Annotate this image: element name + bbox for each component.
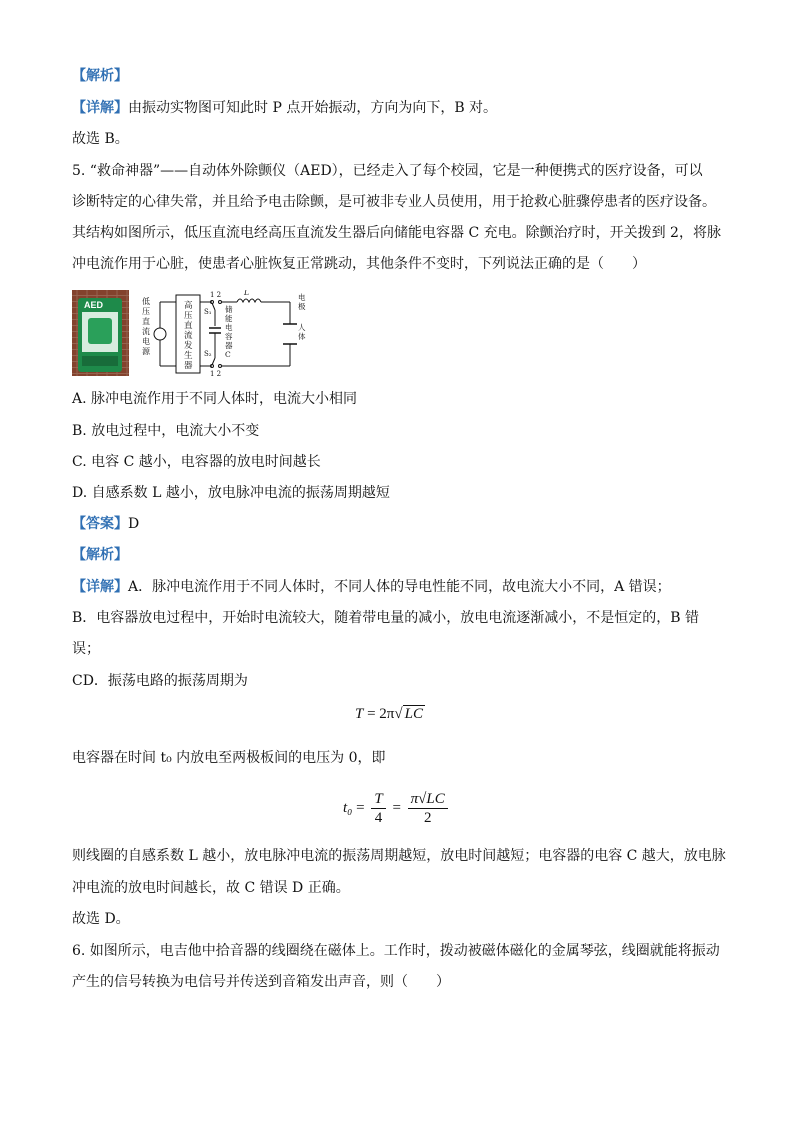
terminals-bottom: 1 2 [210,370,222,378]
formula-t0: t₀ = $\frac{T}{4}$ = $\frac{\pi√LC}{2}$ [343,790,451,827]
q5-detail-cd: CD．振荡电路的振荡周期为 [72,673,248,689]
analysis-heading: 【解析】 [72,68,128,84]
q5-detail-t0: 电容器在时间 t₀ 内放电至两极板间的电压为 0，即 [72,750,386,766]
electrode-label: 电极 [298,293,306,311]
hv-generator-label: 高压直流发生器 [184,301,193,371]
switch-s2-label: S₂ [204,350,212,358]
q5-stem-line4: 冲电流作用于心脏，使患者心脏恢复正常跳动，其他条件不变时，下列说法正确的是（ ） [72,256,646,272]
q5-detail-a: 【详解】A．脉冲电流作用于不同人体时，不同人体的导电性能不同，故电流大小不同，A 错误； [72,579,671,595]
q6-stem-line1: 6. 如图所示，电吉他中拾音器的线圈绕在磁体上。工作时，拨动被磁体磁化的金属琴弦，线圈就能将振动 [72,943,720,959]
capacitor-label: 储能电容器 C [225,305,233,359]
aed-figure [72,290,312,382]
q4-conclusion: 故选 B。 [72,131,129,147]
q5-option-c: C. 电容 C 越小，电容器的放电时间越长 [72,454,321,470]
q5-stem-line1: 5. “救命神器”——自动体外除颤仪（AED），已经走入了每个校园，它是一种便携式的医疗设备，可以 [72,163,703,179]
aed-photo [72,290,129,376]
q5-analysis-heading: 【解析】 [72,547,128,563]
q4-detail: 【详解】由振动实物图可知此时 P 点开始振动，方向为向下，B 对。 [72,100,498,116]
q5-detail-b1: B．电容器放电过程中，开始时电流较大，随着带电量的减小，放电电流逐渐减小，不是恒定的，B 错 [72,610,700,626]
formula-period: T = 2π√ LC [355,706,423,722]
aed-circuit-diagram [72,290,312,378]
q5-answer: 【答案】D [72,516,140,532]
q5-option-d: D. 自感系数 L 越小，放电脉冲电流的振荡周期越短 [72,485,390,501]
inductor-label: L [244,290,249,297]
source-symbol [154,328,166,340]
q5-conclusion: 故选 D。 [72,911,130,927]
switch-s1-label: S₁ [204,308,212,316]
inductor-coil [237,299,261,302]
q6-stem-line2: 产生的信号转换为电信号并传送到音箱发出声音，则（ ） [72,974,450,990]
aed-photo-label: AED [84,300,104,310]
q5-detail-end1: 则线圈的自感系数 L 越小，放电脉冲电流的振荡周期越短，放电时间越短；电容器的电容 C 越大，放电脉 [72,848,726,864]
q5-stem-line3: 其结构如图所示，低压直流电经高压直流发生器后向储能电容器 C 充电。除颤治疗时，开关拨到 2，将脉 [72,225,721,241]
q5-detail-end2: 冲电流的放电时间越长，故 C 错误 D 正确。 [72,880,350,896]
q5-option-a: A. 脉冲电流作用于不同人体时，电流大小相同 [72,391,358,407]
q5-option-b: B. 放电过程中，电流大小不变 [72,423,260,439]
q5-detail-b2: 误； [72,641,100,657]
body-label: 人体 [298,323,306,341]
terminals-top: 1 2 [210,291,222,299]
q5-stem-line2: 诊断特定的心律失常，并且给予电击除颤，是可被非专业人员使用，用于抢救心脏骤停患者的医疗设备。 [72,194,716,210]
low-voltage-source-label: 低压直流电源 [142,297,150,356]
